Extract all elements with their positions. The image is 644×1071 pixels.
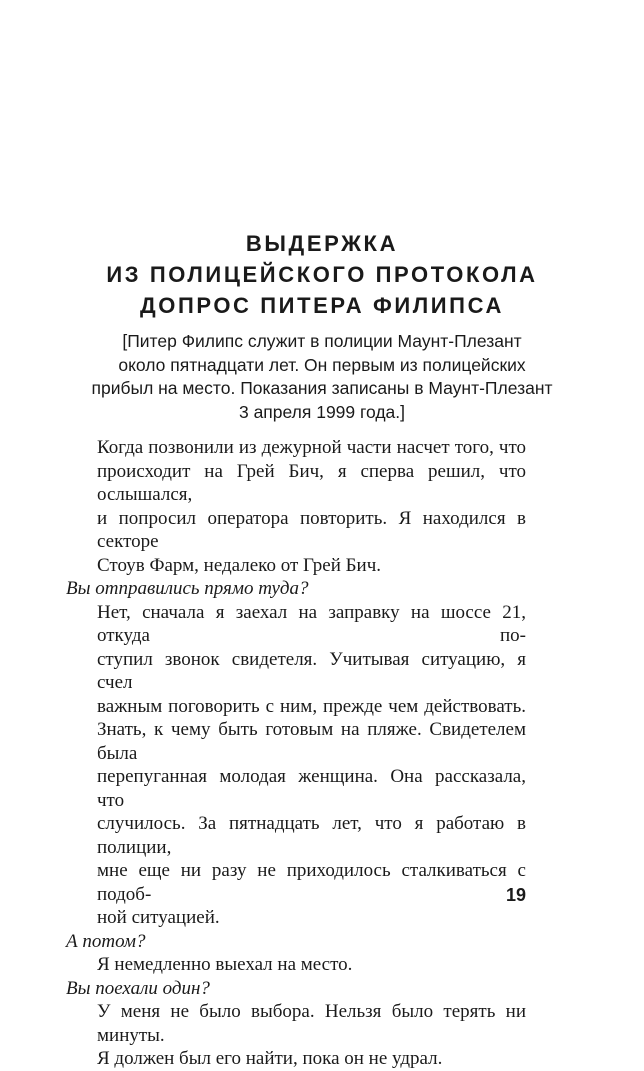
heading-line-3: ДОПРОС ПИТЕРА ФИЛИПСА — [139, 293, 505, 318]
answer-line: Нет, сначала я заехал на заправку на шоссе 21, откуда по- — [97, 601, 526, 646]
answer-line: и попросил оператора повторить. Я находился в секторе — [97, 507, 526, 552]
answer-line: Когда позвонили из дежурной части насчет того, что — [97, 437, 526, 458]
page-number: 19 — [505, 885, 526, 905]
answer-paragraph — [66, 436, 526, 577]
answer-line: ступил звонок свидетеля. Учитывая ситуацию, я счел — [97, 648, 526, 693]
intro-line: [Питер Филипс служит в полиции Маунт-Плезант — [122, 331, 522, 351]
answer-paragraph — [66, 601, 526, 930]
answer-paragraph — [66, 1000, 526, 1071]
heading-line-1: ВЫДЕРЖКА — [245, 231, 399, 256]
answer-line: Знать, к чему быть готовым на пляже. Свидетелем была — [97, 719, 526, 764]
answer-paragraph — [66, 953, 526, 977]
answer-line: случилось. За пятнадцать лет, что я работаю в полиции, — [97, 813, 526, 858]
intro-note — [80, 330, 564, 424]
answer-line: Стоув Фарм, недалеко от Грей Бич. — [97, 554, 382, 576]
interview-transcript — [66, 436, 526, 1071]
answer-line: происходит на Грей Бич, я сперва решил, что ослышался, — [97, 460, 526, 505]
answer-line: ной ситуацией. — [97, 907, 220, 928]
intro-line: 3 апреля 1999 года.] — [238, 401, 406, 422]
chapter-heading — [60, 228, 584, 321]
intro-line: около пятнадцати лет. Он первым из полицейских — [118, 354, 526, 375]
answer-line: перепуганная молодая женщина. Она рассказала, что — [97, 766, 526, 811]
answer-line: важным поговорить с ним, прежде чем действовать. — [97, 695, 526, 717]
question-line: Вы поехали один? — [66, 977, 210, 999]
intro-line: прибыл на место. Показания записаны в Маунт-Плезант — [91, 378, 553, 398]
question-line: Вы отправились прямо туда? — [66, 578, 309, 599]
heading-line-2: ИЗ ПОЛИЦЕЙСКОГО ПРОТОКОЛА — [106, 262, 538, 287]
answer-line: Я немедленно выехал на место. — [97, 954, 353, 975]
answer-line: мне еще ни разу не приходилось сталкиваться с подоб- — [97, 860, 526, 905]
answer-line: Я должен был его найти, пока он не удрал. — [97, 1048, 443, 1069]
answer-line: У меня не было выбора. Нельзя было терять ни минуты. — [97, 1001, 526, 1046]
question-line: А потом? — [66, 930, 146, 952]
